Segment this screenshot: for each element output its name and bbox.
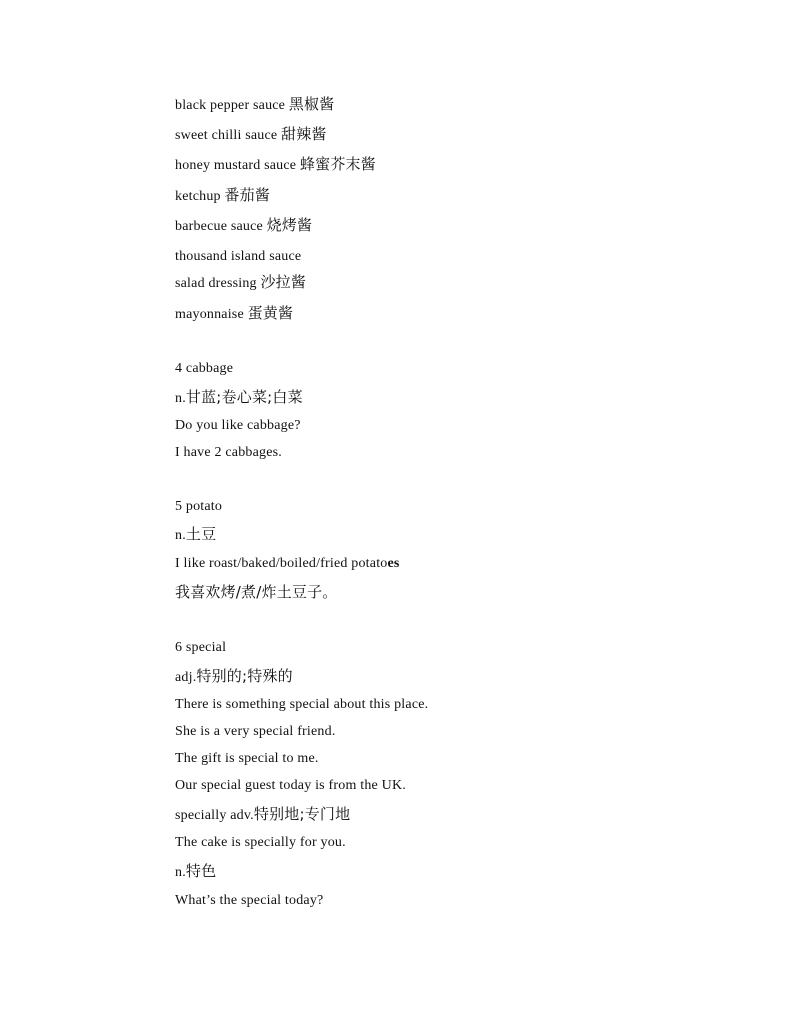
example-sentence: She is a very special friend.	[175, 724, 336, 739]
sauce-en: sweet chilli sauce	[175, 128, 282, 143]
entry-heading-special: 6 special	[175, 640, 227, 655]
noun-definition	[175, 862, 216, 882]
entry-definition-special	[175, 667, 293, 687]
example-sentence: There is something special about this place.	[175, 697, 429, 712]
definition-zh: 土豆	[185, 525, 217, 543]
sauce-en: honey mustard sauce	[175, 158, 300, 173]
definition-zh: 特别的;特殊的	[196, 667, 293, 685]
sauce-en: ketchup	[175, 189, 225, 204]
sauce-en: thousand island sauce	[175, 249, 302, 264]
sauce-item-ketchup	[175, 186, 270, 206]
entry-heading-potato: 5 potato	[175, 499, 223, 514]
sauce-item-sweet-chilli	[175, 125, 327, 145]
example-sentence: Do you like cabbage?	[175, 418, 301, 433]
example-sentence: The cake is specially for you.	[175, 835, 346, 850]
part-of-speech: n.	[175, 391, 186, 406]
entry-heading-cabbage: 4 cabbage	[175, 361, 234, 376]
adverb-definition	[175, 805, 350, 825]
sauce-zh: 沙拉酱	[260, 273, 307, 291]
sauce-item-thousand-island	[175, 246, 301, 266]
example-sentence: What’s the special today?	[175, 893, 324, 908]
example-sentence: Our special guest today is from the UK.	[175, 778, 406, 793]
sauce-item-black-pepper	[175, 95, 334, 115]
sauce-zh: 黑椒酱	[288, 95, 335, 113]
example-text: I like roast/baked/boiled/fried potato	[175, 556, 388, 571]
plural-suffix-highlight: es	[387, 556, 400, 571]
sauce-en: mayonnaise	[175, 307, 248, 322]
part-of-speech: adj.	[175, 670, 197, 685]
sauce-en: black pepper sauce	[175, 98, 289, 113]
example-sentence	[175, 555, 400, 573]
sauce-item-barbecue	[175, 216, 312, 236]
example-sentence: I have 2 cabbages.	[175, 445, 282, 460]
adverb-en: specially adv.	[175, 808, 254, 823]
sauce-item-honey-mustard	[175, 155, 376, 175]
example-translation: 我喜欢烤/煮/炸土豆子。	[175, 583, 338, 601]
sauce-zh: 番茄酱	[224, 186, 271, 204]
sauce-zh: 蜂蜜芥末酱	[299, 155, 376, 173]
adverb-zh: 特别地;专门地	[253, 805, 351, 823]
definition-zh: 甘蓝;卷心菜;白菜	[185, 388, 303, 406]
sauce-en: salad dressing	[175, 276, 261, 291]
part-of-speech: n.	[175, 528, 186, 543]
entry-definition-potato	[175, 525, 216, 545]
sauce-item-salad-dressing	[175, 273, 306, 293]
sauce-item-mayonnaise	[175, 304, 293, 324]
part-of-speech: n.	[175, 865, 186, 880]
sauce-zh: 蛋黄酱	[247, 304, 294, 322]
sauce-en: barbecue sauce	[175, 219, 267, 234]
example-sentence: The gift is special to me.	[175, 751, 319, 766]
definition-zh: 特色	[185, 862, 217, 880]
sauce-zh: 甜辣酱	[281, 125, 327, 143]
entry-definition-cabbage	[175, 388, 303, 408]
sauce-zh: 烧烤酱	[266, 216, 313, 234]
